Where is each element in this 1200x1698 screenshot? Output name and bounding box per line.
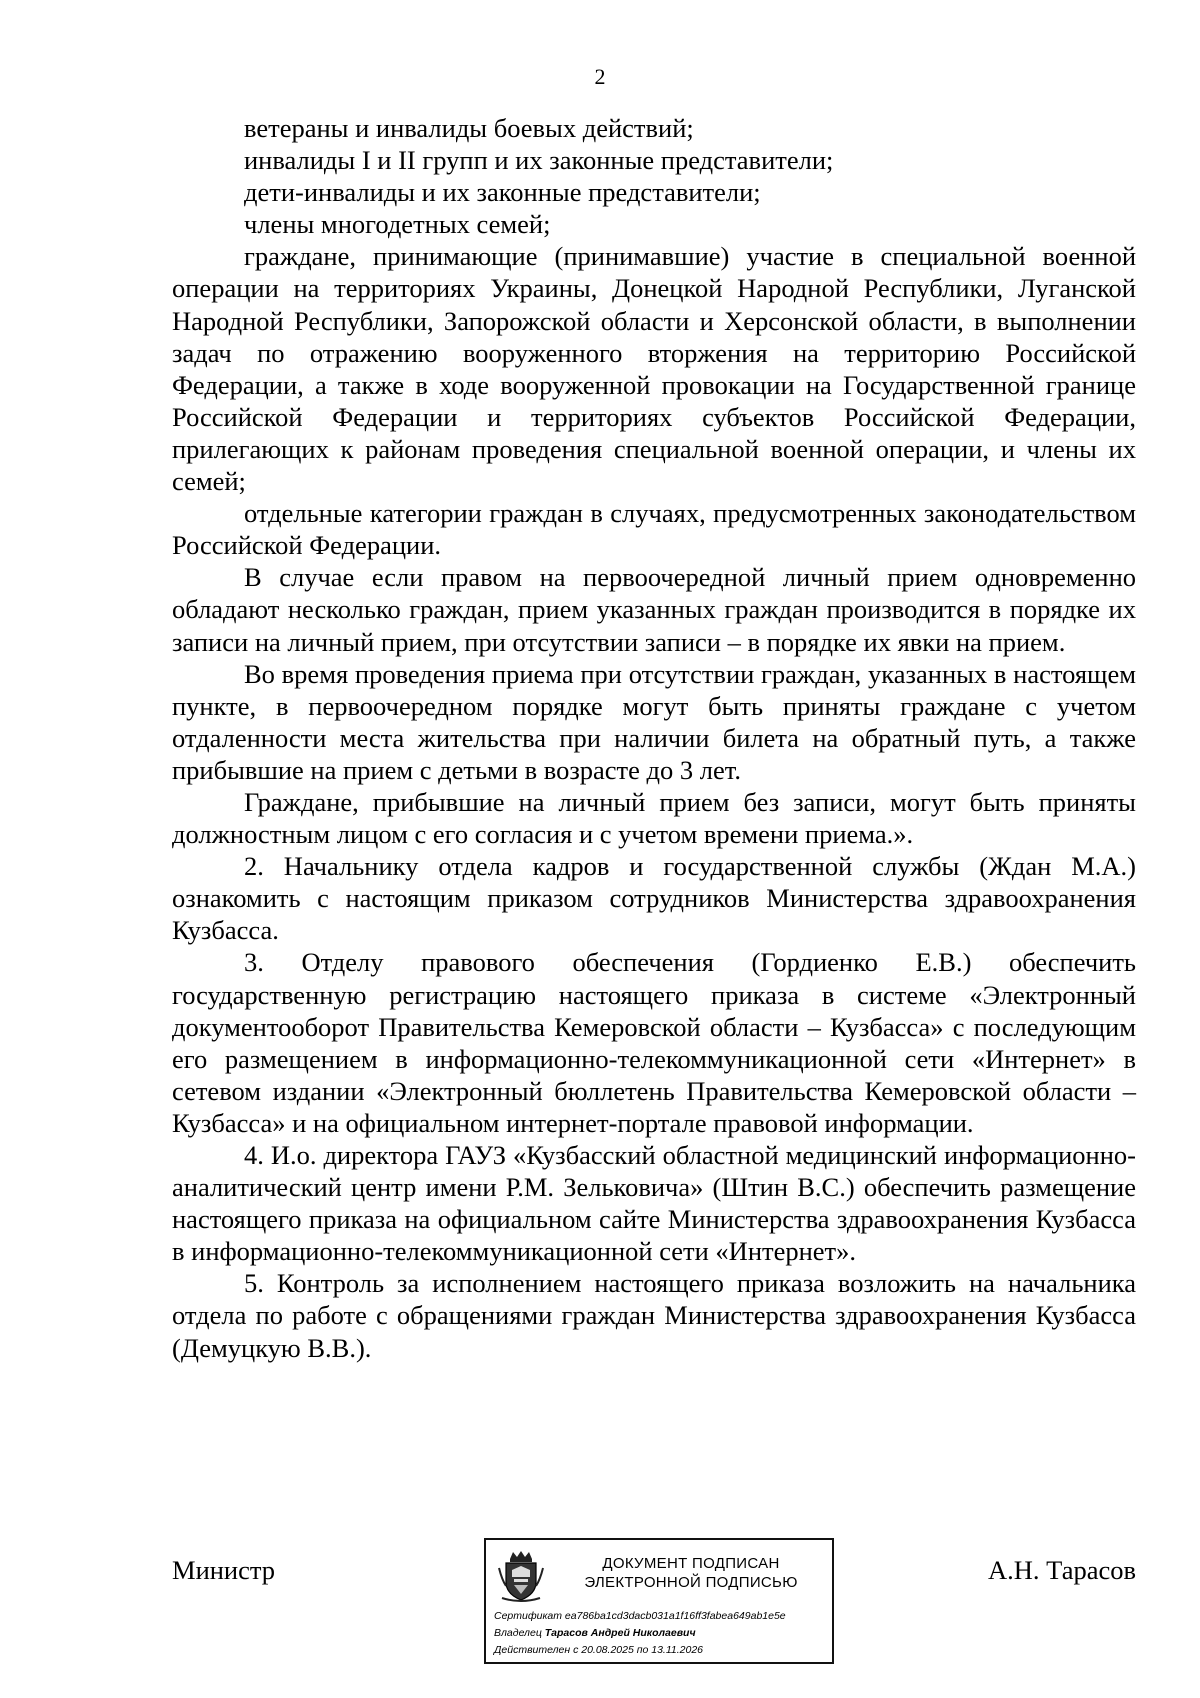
certificate-owner: Владелец Тарасов Андрей Николаевич <box>494 1627 696 1639</box>
signature-block <box>0 1538 1200 1698</box>
electronic-signature-stamp <box>484 1538 834 1664</box>
page-number: 2 <box>594 64 606 89</box>
document-body <box>172 112 1136 1364</box>
certificate-validity: Действителен с 20.08.2025 по 13.11.2026 <box>494 1644 704 1656</box>
signatory-name: А.Н. Тарасов <box>988 1555 1136 1585</box>
list-item: члены многодетных семей; <box>244 209 551 240</box>
stamp-details <box>494 1608 828 1659</box>
list-item: инвалиды I и II групп и их законные представители; <box>244 145 834 176</box>
list-item: дети-инвалиды и их законные представители; <box>244 177 761 208</box>
kuzbass-coat-of-arms-icon <box>496 1550 546 1604</box>
paragraph: 2. Начальнику отдела кадров и государственной службы (Ждан М.А.) ознакомить с настоящим приказом сотрудников Министерства здравоохранения Кузбасса. <box>172 851 1136 946</box>
paragraph: Граждане, прибывшие на личный прием без записи, могут быть приняты должностным лицом с его согласия и с учетом времени приема.». <box>172 786 1136 850</box>
paragraph: 3. Отделу правового обеспечения (Гордиенко Е.В.) обеспечить государственную регистрацию настоящего приказа в системе «Электронный документооборот Правительства Кемеровской области – Кузбасса» с последующим его размещением в информационно-телекоммуникационной сети «Интернет» в сетевом издании «Электронный бюллетень Правительства Кемеровской области – Кузбасса» и на официальном интернет-портале правовой информации. <box>172 947 1136 1138</box>
paragraph: В случае если правом на первоочередной личный прием одновременно обладают несколько граждан, прием указанных граждан производится в порядке их записи на личный прием, при отсутствии записи – в порядке их явки на прием. <box>172 562 1136 657</box>
paragraph: Во время проведения приема при отсутствии граждан, указанных в настоящем пункте, в первоочередном порядке могут быть приняты граждане с учетом отдаленности места жительства при наличии билета на обратный путь, а также прибывшие на прием с детьми в возрасте до 3 лет. <box>172 658 1136 785</box>
list-item: ветераны и инвалиды боевых действий; <box>244 113 694 143</box>
paragraph: 5. Контроль за исполнением настоящего приказа возложить на начальника отдела по работе с обращениями граждан Министерства здравоохранения Кузбасса (Демуцкую В.В.). <box>172 1268 1136 1363</box>
paragraph: 4. И.о. директора ГАУЗ «Кузбасский областной медицинский информационно-аналитический центр имени Р.М. Зельковича» (Штин В.С.) обеспечить размещение настоящего приказа на официальном сайте Министерства здравоохранения Кузбасса в информационно-телекоммуникационной сети «Интернет». <box>172 1140 1136 1267</box>
signatory-position: Министр <box>172 1555 276 1585</box>
paragraph: граждане, принимающие (принимавшие) участие в специальной военной операции на территориях Украины, Донецкой Народной Республики, Луганской Народной Республики, Запорожской области и Херсонской области, в выполнении задач по отражению вооруженного вторжения на территорию Российской Федерации, а также в ходе вооруженной провокации на Государственной границе Российской Федерации и территориях субъектов Российской Федерации, прилегающих к районам проведения специальной военной операции, и члены их семей; <box>172 241 1136 497</box>
paragraph: отдельные категории граждан в случаях, предусмотренных законодательством Российской Федерации. <box>172 498 1136 561</box>
certificate-number: Сертификат ea786ba1cd3dacb031a1f16ff3fabea649ab1e5e <box>494 1610 786 1622</box>
stamp-title: ДОКУМЕНТ ПОДПИСАН ЭЛЕКТРОННОЙ ПОДПИСЬЮ <box>584 1555 798 1591</box>
